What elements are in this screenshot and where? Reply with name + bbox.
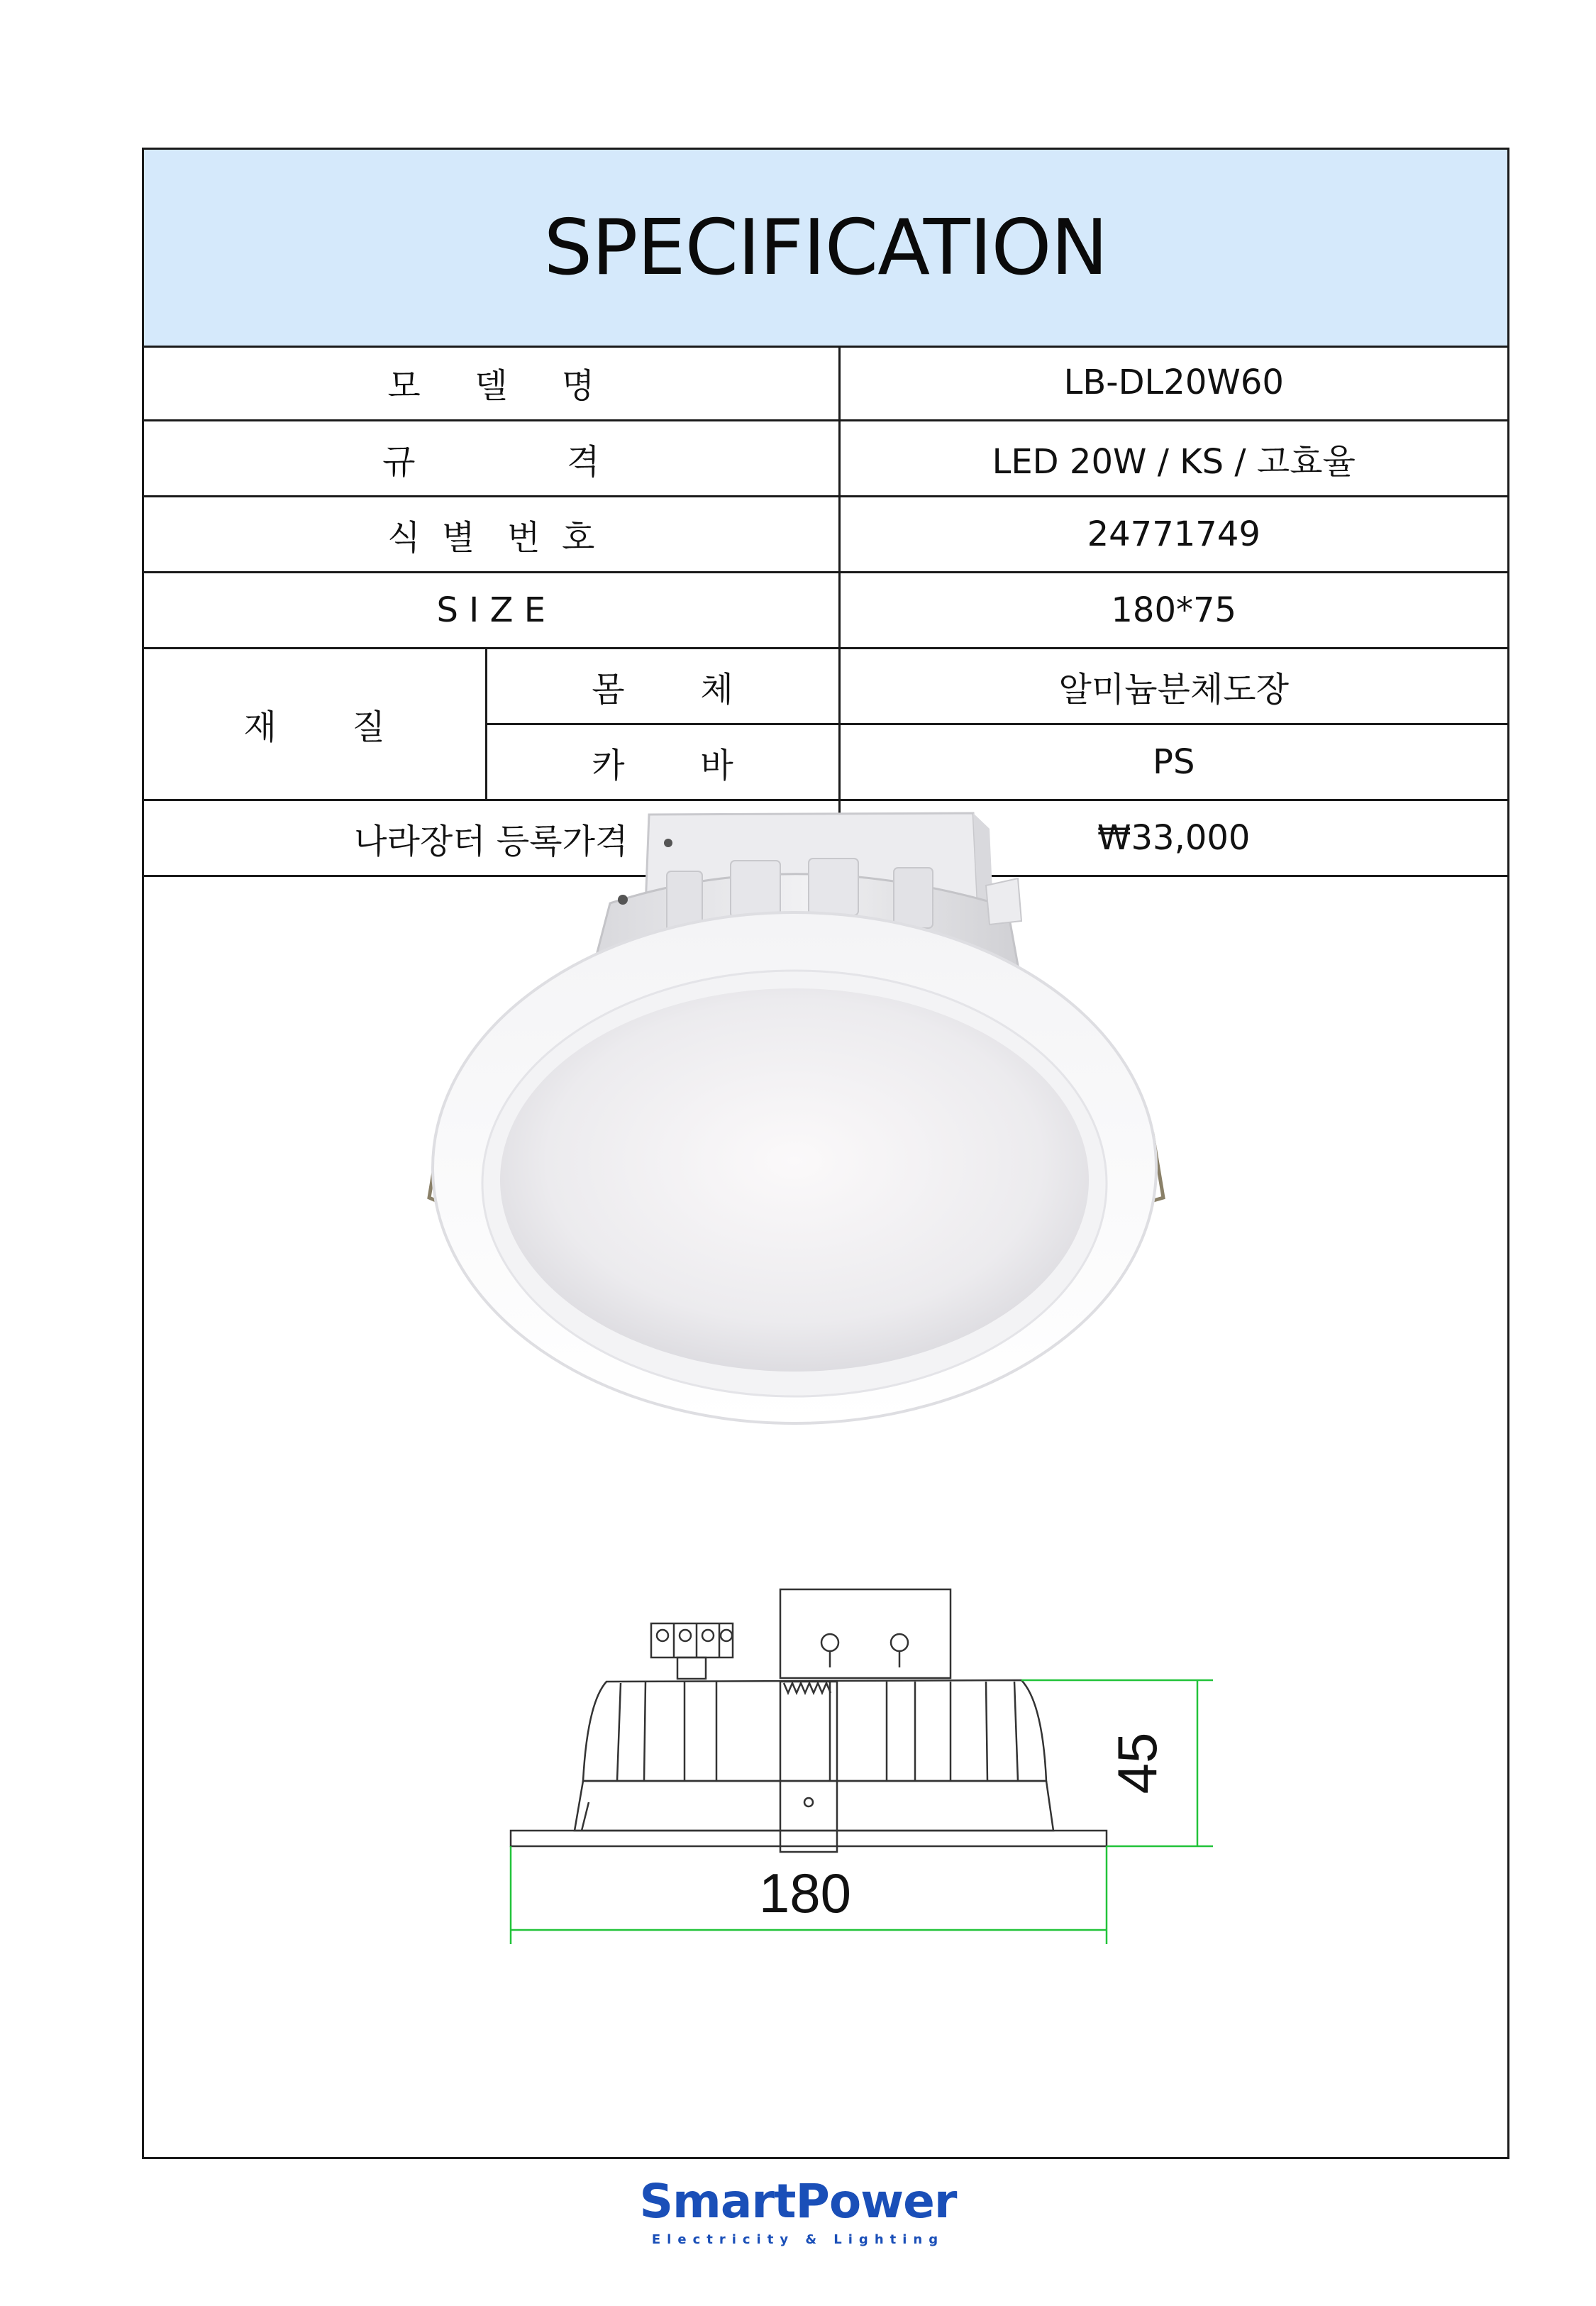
table-row [144, 421, 1507, 497]
cover-label: 카 바 [486, 724, 839, 800]
brand-name: SmartPower [639, 2174, 957, 2229]
price-value: ₩33,000 [839, 800, 1507, 876]
model-label: 모 델 명 [144, 346, 839, 421]
dimension-lines [511, 1680, 1213, 1944]
product-photo [397, 800, 1199, 1482]
spec-label: 규 격 [144, 421, 839, 497]
table-row [144, 497, 1507, 573]
spec-table [144, 346, 1507, 877]
size-label: S I Z E [144, 573, 839, 649]
diffuser-lens [500, 988, 1089, 1372]
material-label: 재 질 [144, 649, 486, 800]
brand-logo [0, 2174, 1596, 2247]
price-label: 나라장터 등록가격 [144, 800, 839, 876]
id-value: 24771749 [839, 497, 1507, 573]
body-label: 몸 체 [486, 649, 839, 724]
id-label: 식 별 번 호 [144, 497, 839, 573]
table-row [144, 573, 1507, 649]
size-value: 180*75 [839, 573, 1507, 649]
width-dimension: 180 [758, 1862, 852, 1924]
brand-tagline: Electricity & Lighting [651, 2232, 945, 2247]
technical-drawing [362, 1568, 1248, 1973]
title-band [144, 150, 1507, 348]
cover-value: PS [839, 724, 1507, 800]
height-dimension: 45 [1106, 1732, 1168, 1794]
luminaire-outline [511, 1589, 1107, 1852]
model-value: LB-DL20W60 [839, 346, 1507, 421]
spec-value: LED 20W / KS / 고효율 [839, 421, 1507, 497]
page-title: SPECIFICATION [543, 203, 1108, 292]
table-row [144, 649, 1507, 724]
body-value: 알미늄분체도장 [839, 649, 1507, 724]
table-row [144, 346, 1507, 421]
